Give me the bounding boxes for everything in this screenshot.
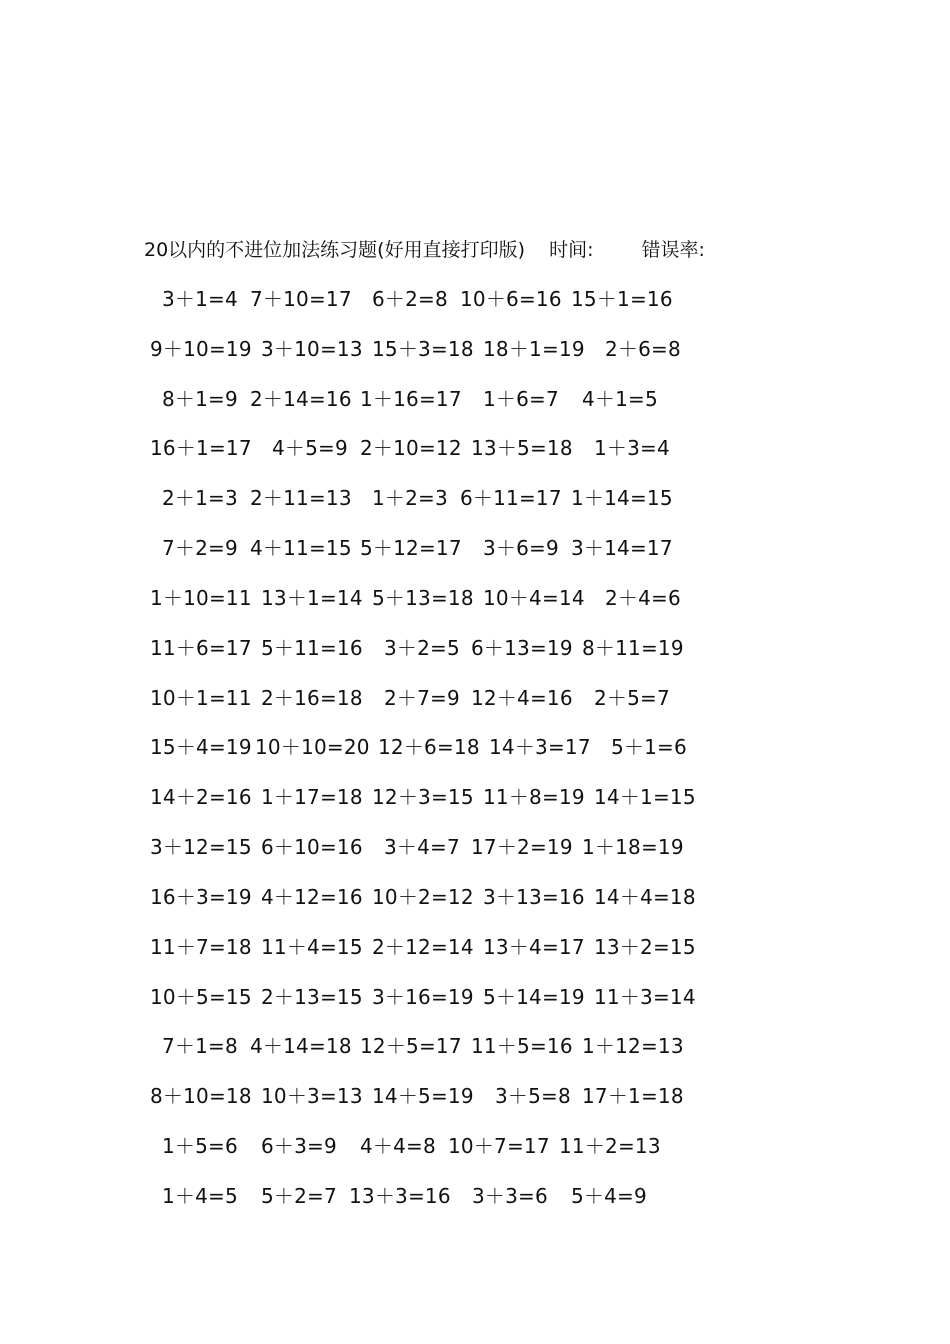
- problem-row: [0, 1182, 950, 1232]
- problem-row: [0, 634, 950, 684]
- addition-problem: 6＋3=9: [261, 1134, 337, 1159]
- addition-problem: 6＋11=17: [460, 486, 562, 511]
- addition-problem: 14＋4=18: [594, 884, 696, 909]
- addition-problem: 1＋3=4: [594, 436, 670, 461]
- addition-problem: 11＋4=15: [261, 934, 363, 959]
- addition-problem: 14＋3=17: [489, 735, 591, 760]
- addition-problem: 11＋5=16: [471, 1034, 573, 1059]
- addition-problem: 8＋11=19: [582, 635, 684, 660]
- addition-problem: 14＋5=19: [372, 1084, 474, 1109]
- addition-problem: 2＋6=8: [605, 336, 681, 361]
- addition-problem: 11＋3=14: [594, 984, 696, 1009]
- addition-problem: 1＋5=6: [162, 1134, 238, 1159]
- addition-problem: 3＋3=6: [472, 1183, 548, 1208]
- addition-problem: 4＋1=5: [582, 386, 658, 411]
- addition-problem: 2＋7=9: [384, 685, 460, 710]
- addition-problem: 3＋14=17: [571, 536, 673, 561]
- addition-problem: 14＋1=15: [594, 785, 696, 810]
- addition-problem: 12＋4=16: [471, 685, 573, 710]
- addition-problem: 16＋1=17: [150, 436, 252, 461]
- addition-problem: 8＋1=9: [162, 386, 238, 411]
- problem-row: [0, 883, 950, 933]
- addition-problem: 5＋1=6: [611, 735, 687, 760]
- addition-problem: 5＋4=9: [571, 1183, 647, 1208]
- addition-problem: 5＋14=19: [483, 984, 585, 1009]
- addition-problem: 12＋3=15: [372, 785, 474, 810]
- addition-problem: 3＋1=4: [162, 287, 238, 311]
- addition-problem: 7＋10=17: [250, 287, 352, 311]
- addition-problem: 3＋5=8: [495, 1084, 571, 1109]
- addition-problem: 4＋4=8: [360, 1134, 436, 1159]
- addition-problem: 16＋3=19: [150, 884, 252, 909]
- addition-problem: 11＋8=19: [483, 785, 585, 810]
- addition-problem: 10＋6=16: [460, 287, 562, 311]
- addition-problem: 5＋13=18: [372, 585, 474, 610]
- addition-problem: 10＋1=11: [150, 685, 252, 710]
- addition-problem: 14＋2=16: [150, 785, 252, 810]
- addition-problem: 7＋2=9: [162, 536, 238, 561]
- addition-problem: 4＋14=18: [250, 1034, 352, 1059]
- problem-row: [0, 783, 950, 833]
- addition-problem: 15＋3=18: [372, 336, 474, 361]
- addition-problem: 2＋13=15: [261, 984, 363, 1009]
- addition-problem: 4＋5=9: [272, 436, 348, 461]
- problem-row: [0, 684, 950, 734]
- time-label: 时间:: [549, 239, 594, 261]
- addition-problem: 1＋16=17: [360, 386, 462, 411]
- addition-problem: 5＋12=17: [360, 536, 462, 561]
- problem-row: [0, 833, 950, 883]
- addition-problem: 4＋12=16: [261, 884, 363, 909]
- addition-problem: 2＋16=18: [261, 685, 363, 710]
- addition-problem: 10＋7=17: [448, 1134, 550, 1159]
- problem-row: [0, 385, 950, 435]
- addition-problem: 13＋4=17: [483, 934, 585, 959]
- addition-problem: 17＋1=18: [582, 1084, 684, 1109]
- addition-problem: 2＋5=7: [594, 685, 670, 710]
- addition-problem: 11＋7=18: [150, 934, 252, 959]
- addition-problem: 1＋17=18: [261, 785, 363, 810]
- error-rate-label: 错误率:: [641, 239, 705, 261]
- worksheet-title: 20以内的不进位加法练习题(好用直接打印版): [144, 239, 526, 261]
- worksheet-header: [144, 236, 705, 264]
- addition-problem: 3＋4=7: [384, 835, 460, 860]
- addition-problem: 8＋10=18: [150, 1084, 252, 1109]
- addition-problem: 10＋10=20: [255, 735, 370, 760]
- addition-problem: 13＋1=14: [261, 585, 363, 610]
- addition-problem: 1＋10=11: [150, 585, 252, 610]
- addition-problem: 12＋6=18: [378, 735, 480, 760]
- addition-problem: 11＋2=13: [559, 1134, 661, 1159]
- addition-problem: 10＋2=12: [372, 884, 474, 909]
- addition-problem: 3＋2=5: [384, 635, 460, 660]
- addition-problem: 2＋14=16: [250, 386, 352, 411]
- addition-problem: 2＋12=14: [372, 934, 474, 959]
- problem-row: [0, 933, 950, 983]
- addition-problem: 6＋13=19: [471, 635, 573, 660]
- addition-problem: 4＋11=15: [250, 536, 352, 561]
- addition-problem: 3＋10=13: [261, 336, 363, 361]
- problem-grid: [0, 285, 950, 1232]
- addition-problem: 3＋16=19: [372, 984, 474, 1009]
- addition-problem: 15＋4=19: [150, 735, 252, 760]
- addition-problem: 1＋6=7: [483, 386, 559, 411]
- addition-problem: 2＋1=3: [162, 486, 238, 511]
- addition-problem: 3＋6=9: [483, 536, 559, 561]
- problem-row: [0, 335, 950, 385]
- addition-problem: 1＋4=5: [162, 1183, 238, 1208]
- problem-row: [0, 584, 950, 634]
- problem-row: [0, 534, 950, 584]
- addition-problem: 5＋2=7: [261, 1183, 337, 1208]
- addition-problem: 7＋1=8: [162, 1034, 238, 1059]
- addition-problem: 2＋10=12: [360, 436, 462, 461]
- addition-problem: 2＋11=13: [250, 486, 352, 511]
- addition-problem: 6＋2=8: [372, 287, 448, 311]
- addition-problem: 3＋12=15: [150, 835, 252, 860]
- problem-row: [0, 484, 950, 534]
- addition-problem: 10＋5=15: [150, 984, 252, 1009]
- addition-problem: 1＋12=13: [582, 1034, 684, 1059]
- addition-problem: 3＋13=16: [483, 884, 585, 909]
- problem-row: [0, 434, 950, 484]
- addition-problem: 5＋11=16: [261, 635, 363, 660]
- addition-problem: 17＋2=19: [471, 835, 573, 860]
- problem-row: [0, 983, 950, 1033]
- problem-row: [0, 1032, 950, 1082]
- addition-problem: 15＋1=16: [571, 287, 673, 311]
- addition-problem: 6＋10=16: [261, 835, 363, 860]
- addition-problem: 11＋6=17: [150, 635, 252, 660]
- addition-problem: 13＋2=15: [594, 934, 696, 959]
- addition-problem: 1＋14=15: [571, 486, 673, 511]
- addition-problem: 18＋1=19: [483, 336, 585, 361]
- problem-row: [0, 1082, 950, 1132]
- problem-row: [0, 285, 950, 335]
- addition-problem: 12＋5=17: [360, 1034, 462, 1059]
- addition-problem: 13＋3=16: [349, 1183, 451, 1208]
- problem-row: [0, 1132, 950, 1182]
- addition-problem: 10＋3=13: [261, 1084, 363, 1109]
- addition-problem: 9＋10=19: [150, 336, 252, 361]
- problem-row: [0, 733, 950, 783]
- addition-problem: 1＋18=19: [582, 835, 684, 860]
- addition-problem: 10＋4=14: [483, 585, 585, 610]
- addition-problem: 13＋5=18: [471, 436, 573, 461]
- addition-problem: 2＋4=6: [605, 585, 681, 610]
- addition-problem: 1＋2=3: [372, 486, 448, 511]
